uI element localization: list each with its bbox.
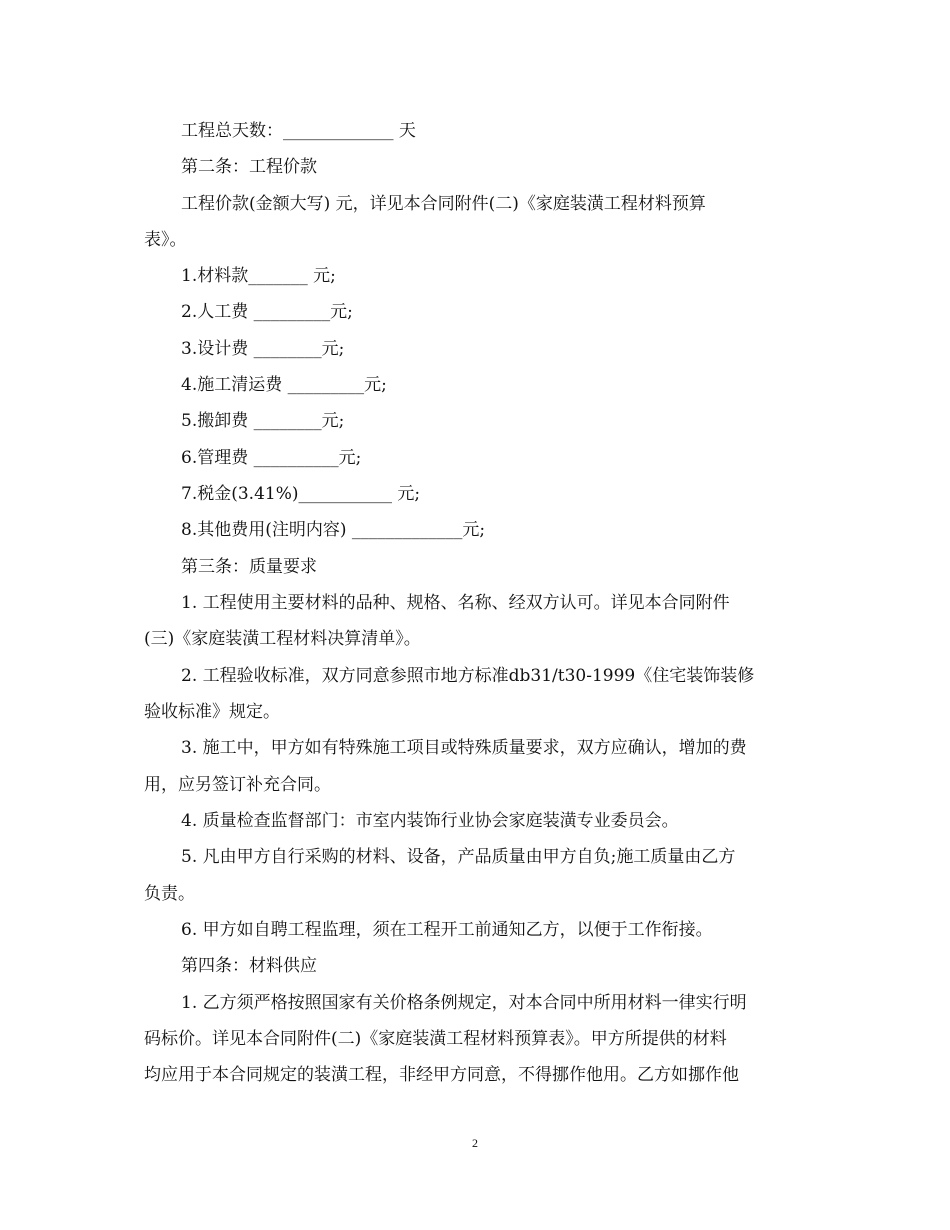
article-4-heading: 第四条：材料供应: [181, 956, 317, 976]
article-2-heading: 第二条：工程价款: [181, 157, 317, 177]
list-item: 1.材料款_______ 元;: [181, 266, 336, 286]
list-item: 7.税金(3.41%)___________ 元;: [181, 484, 421, 504]
list-item: 6.管理费 __________元;: [181, 448, 362, 468]
total-days-line: 工程总天数：_____________ 天: [181, 121, 416, 141]
paragraph-line: 6. 甲方如自聘工程监理，须在工程开工前通知乙方，以便于工作衔接。: [181, 920, 713, 940]
list-item: 2.人工费 _________元;: [181, 302, 353, 322]
paragraph-line: 表》。: [144, 230, 187, 250]
paragraph-line: (三)《家庭装潢工程材料决算清单》。: [144, 629, 421, 649]
paragraph-line: 1. 乙方须严格按照国家有关价格条例规定，对本合同中所用材料一律实行明: [181, 993, 747, 1013]
list-item: 5.搬卸费 ________元;: [181, 411, 345, 431]
paragraph-line: 用，应另签订补充合同。: [144, 775, 331, 795]
paragraph-line: 3. 施工中，甲方如有特殊施工项目或特殊质量要求，双方应确认，增加的费: [181, 738, 747, 758]
paragraph-line: 2. 工程验收标准，双方同意参照市地方标准db31/t30-1999《住宅装饰装修: [181, 666, 755, 686]
list-item: 4.施工清运费 _________元;: [181, 375, 387, 395]
paragraph-line: 4. 质量检查监督部门：市室内装饰行业协会家庭装潢专业委员会。: [181, 811, 679, 831]
list-item: 3.设计费 ________元;: [181, 339, 345, 359]
paragraph-line: 均应用于本合同规定的装潢工程，非经甲方同意，不得挪作他用。乙方如挪作他: [144, 1065, 739, 1085]
page-number: 2: [472, 1136, 478, 1150]
paragraph-line: 5. 凡由甲方自行采购的材料、设备，产品质量由甲方自负;施工质量由乙方: [181, 847, 736, 867]
paragraph-line: 验收标准》规定。: [144, 702, 280, 722]
list-item: 8.其他费用(注明内容) _____________元;: [181, 520, 486, 540]
paragraph-line: 负责。: [144, 884, 195, 904]
paragraph-line: 码标价。详见本合同附件(二)《家庭装潢工程材料预算表》。甲方所提供的材料: [144, 1029, 727, 1049]
paragraph-line: 1. 工程使用主要材料的品种、规格、名称、经双方认可。详见本合同附件: [181, 593, 730, 613]
article-3-heading: 第三条：质量要求: [181, 557, 317, 577]
paragraph-line: 工程价款(金额大写) 元，详见本合同附件(二)《家庭装潢工程材料预算: [181, 194, 706, 214]
